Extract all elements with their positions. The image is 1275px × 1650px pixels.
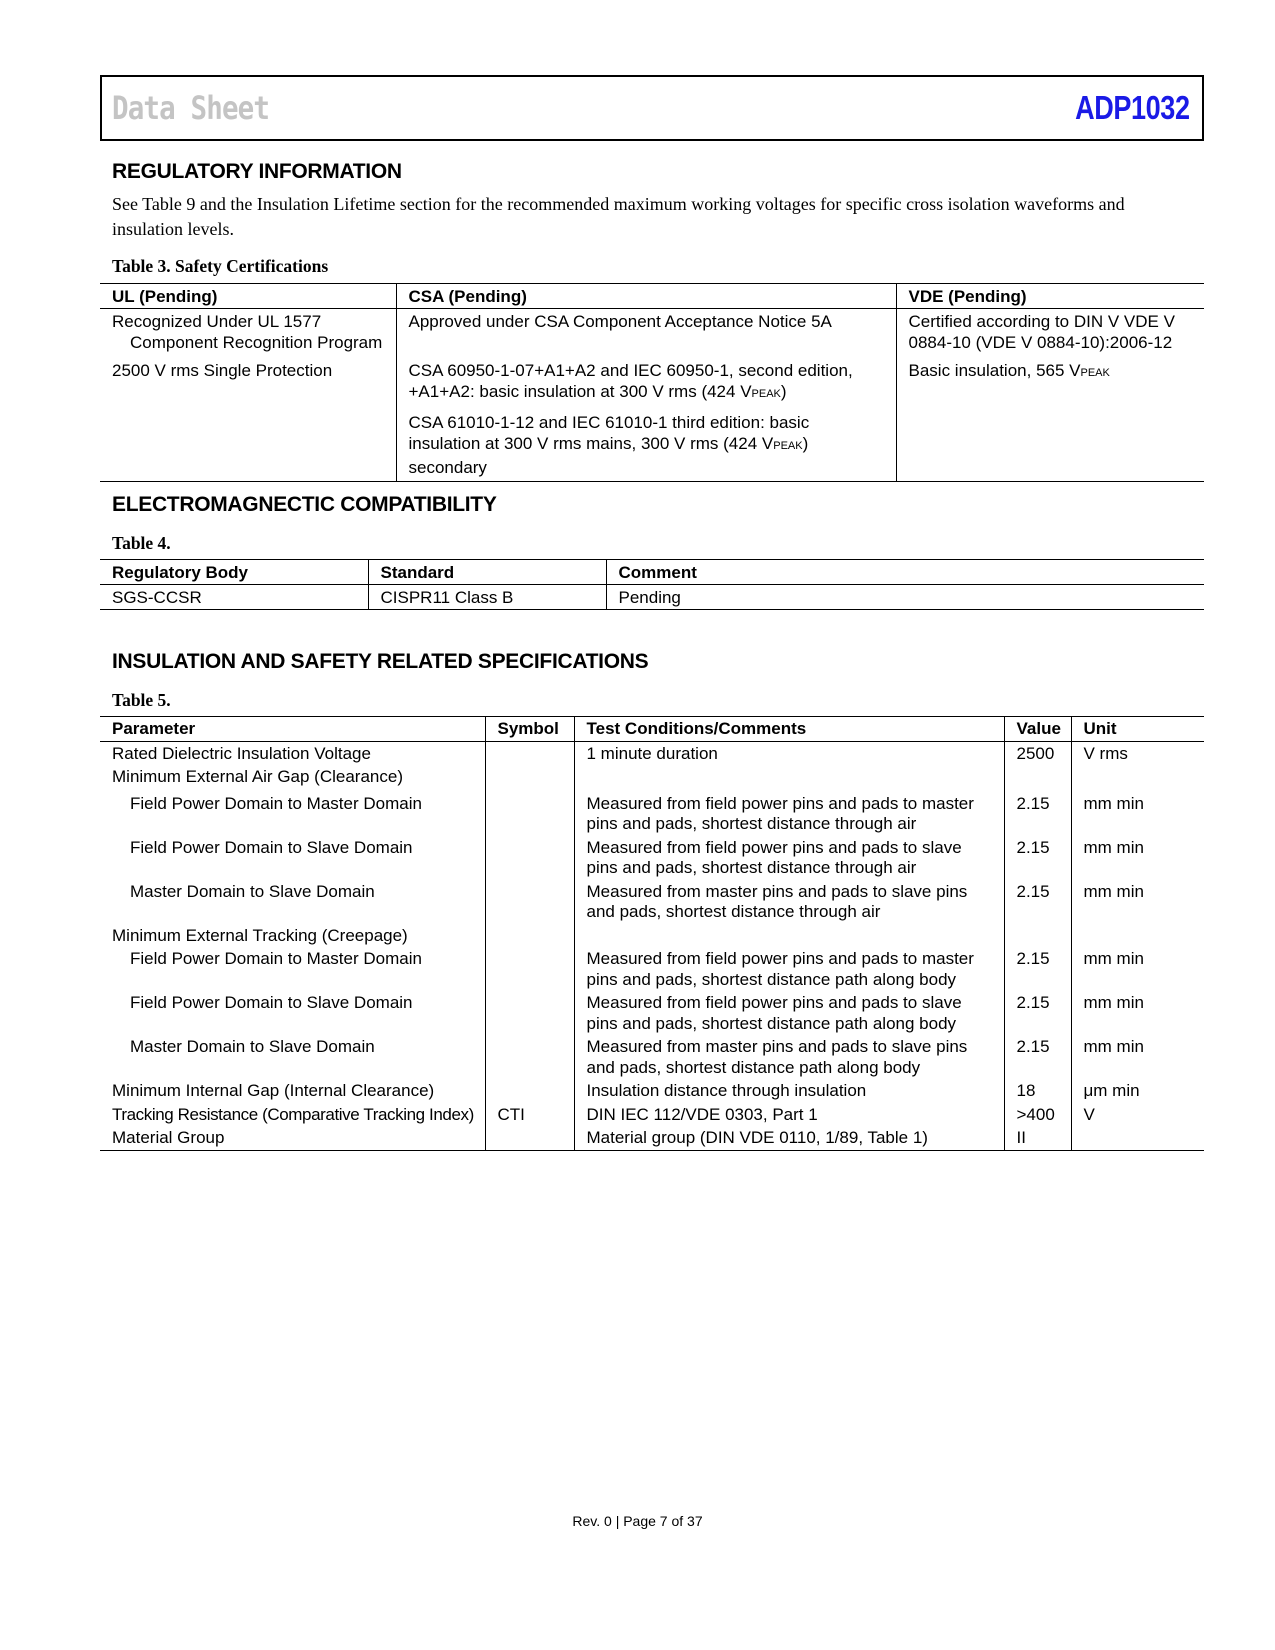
cell-value: >400 [1004,1103,1071,1127]
cell-value: 2.15 [1004,789,1071,836]
table-row [100,1103,1204,1127]
cell: SGS-CCSR [100,585,368,610]
csa-text: CSA 60950-1-07+A1+A2 and IEC 60950-1, second edition, +A1+A2: basic insulation at 300 V rms (424 V [408,361,853,401]
csa-text: CSA 61010-1-12 and IEC 61010-1 third edition: basic insulation at 300 V rms mains, 300 V rms (424 V [408,413,810,453]
table-row [100,991,1204,1035]
table-row [100,789,1204,836]
table-row [100,880,1204,924]
cell-value [1004,924,1071,948]
table5-caption: Table 5. [112,690,171,710]
table-insulation [100,716,1204,1151]
table-row [100,741,1204,765]
page-header [100,75,1204,141]
cell-parameter: Tracking Resistance (Comparative Tracking Index) [112,1104,474,1124]
csa-text-end: ) secondary [408,434,809,477]
table-row [100,1079,1204,1103]
section-title-regulatory: REGULATORY INFORMATION [112,160,402,183]
cell-unit [1071,1126,1204,1150]
table-row [100,765,1204,789]
cell-conditions: Measured from field power pins and pads to slave pins and pads, shortest distance through air [574,836,1004,880]
cell-conditions: Measured from master pins and pads to slave pins and pads, shortest distance through air [574,880,1004,924]
cell: CISPR11 Class B [368,585,606,610]
table-safety-certifications [100,283,1204,482]
cell-conditions: Measured from field power pins and pads to slave pins and pads, shortest distance path along body [574,991,1004,1035]
cell-symbol: CTI [485,1103,574,1127]
cell-conditions: Measured from field power pins and pads to master pins and pads, shortest distance path along body [574,947,1004,991]
col-header-value: Value [1004,717,1071,742]
table-header-row [100,284,1204,309]
peak-subscript: PEAK [751,388,781,400]
table-row [100,836,1204,880]
cell-parameter: Master Domain to Slave Domain [130,1037,375,1056]
header-doc-type: Data Sheet [112,89,270,127]
cell-symbol [485,1035,574,1079]
cell-conditions: 1 minute duration [574,741,1004,765]
cell-unit [1071,924,1204,948]
cell-unit: mm min [1071,991,1204,1035]
col-header-vde: VDE (Pending) [896,284,1204,309]
table-header-row [100,560,1204,585]
cell-symbol [485,1126,574,1150]
section-title-insulation: INSULATION AND SAFETY RELATED SPECIFICATIONS [112,650,649,673]
table-row [100,1035,1204,1079]
cell-unit: mm min [1071,1035,1204,1079]
cell-value: 18 [1004,1079,1071,1103]
table-emc [100,559,1204,610]
table-row [100,924,1204,948]
cell-conditions [574,765,1004,789]
section-title-emc: ELECTROMAGNECTIC COMPATIBILITY [112,493,497,516]
header-part-number: ADP1032 [1075,89,1190,126]
empty-cell [100,406,396,482]
table-header-row [100,717,1204,742]
cell-symbol [485,924,574,948]
page-footer: Rev. 0 | Page 7 of 37 [572,1513,703,1529]
cell-unit: V rms [1071,741,1204,765]
cell-value: 2.15 [1004,947,1071,991]
cell-symbol [485,789,574,836]
cell-unit [1071,765,1204,789]
table-row [100,354,1204,406]
table4-caption: Table 4. [112,533,171,553]
cell-conditions: Insulation distance through insulation [574,1079,1004,1103]
cell-symbol [485,765,574,789]
cell-symbol [485,947,574,991]
cell-parameter: Field Power Domain to Master Domain [130,793,422,813]
cell-value [1004,765,1071,789]
cell-unit: V [1071,1103,1204,1127]
cell-value: 2.15 [1004,991,1071,1035]
peak-subscript: PEAK [773,440,803,452]
csa-cell [396,354,896,406]
empty-cell [896,406,1204,482]
col-header-ul: UL (Pending) [100,284,396,309]
peak-subscript: PEAK [1080,367,1110,379]
cell-conditions [574,924,1004,948]
cell-value: 2.15 [1004,880,1071,924]
cell-conditions: Measured from master pins and pads to slave pins and pads, shortest distance path along body [574,1035,1004,1079]
cell-symbol [485,1079,574,1103]
cell-unit: μm min [1071,1079,1204,1103]
col-header-csa: CSA (Pending) [396,284,896,309]
col-header-symbol: Symbol [485,717,574,742]
cell-unit: mm min [1071,947,1204,991]
cell-parameter: Field Power Domain to Slave Domain [130,837,413,857]
ul-cell: 2500 V rms Single Protection [112,361,333,380]
table-row [100,585,1204,610]
table3-caption: Table 3. Safety Certifications [112,256,329,276]
close-paren: ) [780,382,787,401]
csa-cell: Approved under CSA Component Acceptance Notice 5A [396,309,896,355]
ul-cell: Recognized Under UL 1577 Component Recognition Program [112,312,383,352]
regulatory-paragraph: See Table 9 and the Insulation Lifetime section for the recommended maximum working voltages for specific cross isolation waveforms and insulation levels. [112,194,1125,239]
cell-parameter: Field Power Domain to Master Domain [130,949,422,968]
table-row [100,1126,1204,1150]
cell-symbol [485,880,574,924]
table-row [100,947,1204,991]
cell-conditions: DIN IEC 112/VDE 0303, Part 1 [574,1103,1004,1127]
csa-cell [396,406,896,482]
cell-conditions: Material group (DIN VDE 0110, 1/89, Table 1) [574,1126,1004,1150]
col-header-parameter: Parameter [100,717,485,742]
cell-value: 2500 [1004,741,1071,765]
table-row [100,406,1204,482]
cell-parameter: Minimum External Tracking (Creepage) [112,925,408,945]
cell-unit: mm min [1071,880,1204,924]
col-header-unit: Unit [1071,717,1204,742]
cell-parameter: Master Domain to Slave Domain [130,881,375,901]
cell-parameter: Field Power Domain to Slave Domain [130,993,413,1012]
cell-value: 2.15 [1004,1035,1071,1079]
col-header-conditions: Test Conditions/Comments [574,717,1004,742]
cell-symbol [485,741,574,765]
cell-unit: mm min [1071,789,1204,836]
col-header-standard: Standard [368,560,606,585]
vde-text: Basic insulation, 565 V [908,361,1081,380]
cell-unit: mm min [1071,836,1204,880]
col-header-comment: Comment [606,560,1204,585]
cell-conditions: Measured from field power pins and pads to master pins and pads, shortest distance through air [574,789,1004,836]
cell-value: 2.15 [1004,836,1071,880]
cell-parameter: Material Group [100,1126,485,1150]
col-header-body: Regulatory Body [100,560,368,585]
cell-parameter: Rated Dielectric Insulation Voltage [112,743,371,763]
cell-symbol [485,991,574,1035]
cell-parameter: Minimum Internal Gap (Internal Clearance) [112,1081,435,1100]
table-row [100,309,1204,355]
cell-parameter: Minimum External Air Gap (Clearance) [112,767,403,786]
cell-value: II [1004,1126,1071,1150]
vde-cell [896,354,1204,406]
cell-symbol [485,836,574,880]
vde-cell: Certified according to DIN V VDE V 0884-10 (VDE V 0884-10):2006-12 [896,309,1204,355]
cell: Pending [606,585,1204,610]
